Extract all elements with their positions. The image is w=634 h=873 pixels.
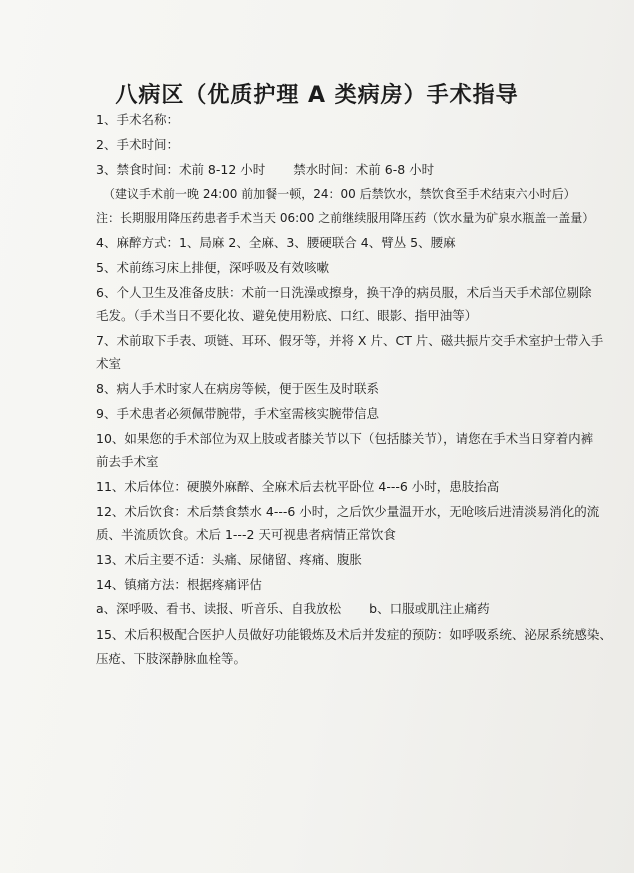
item-15-prevention-line2: 压疮、下肢深静脉血栓等。 bbox=[96, 651, 247, 666]
item-14-option-b: b、口服或肌注止痛药 bbox=[369, 601, 490, 616]
item-7-remove-items-line2: 术室 bbox=[96, 356, 122, 371]
item-3-fasting-time bbox=[96, 162, 434, 178]
hypertension-note: 注：长期服用降压药患者手术当天 06:00 之前继续服用降压药（饮水量为矿泉水瓶盖一盖量） bbox=[96, 211, 595, 225]
item-3-note: （建议手术前一晚 24:00 前加餐一顿，24：00 后禁饮水，禁饮食至手术结束六小时后） bbox=[103, 187, 576, 201]
item-1-surgery-name: 1、手术名称： bbox=[96, 112, 179, 127]
item-9-wristband: 9、手术患者必须佩带腕带，手术室需核实腕带信息 bbox=[96, 406, 379, 421]
item-10-clothing-line2: 前去手术室 bbox=[96, 454, 159, 469]
item-6-hygiene-line2: 毛发。（手术当日不要化妆、避免使用粉底、口红、眼影、指甲油等） bbox=[96, 308, 478, 323]
item-14-options bbox=[96, 601, 490, 617]
item-14-pain-relief: 14、镇痛方法：根据疼痛评估 bbox=[96, 577, 262, 592]
page-title: 八病区（优质护理 A 类病房）手术指导 bbox=[115, 83, 519, 108]
item-15-prevention-line1: 15、术后积极配合医护人员做好功能锻炼及术后并发症的预防：如呼吸系统、泌尿系统感染、 bbox=[96, 627, 612, 642]
item-12-postop-diet-line2: 质、半流质饮食。术后 1---2 天可视患者病情正常饮食 bbox=[96, 527, 396, 542]
item-10-clothing-line1: 10、如果您的手术部位为双上肢或者膝关节以下（包括膝关节），请您在手术当日穿着内裤 bbox=[96, 431, 594, 446]
item-12-postop-diet-line1: 12、术后饮食：术后禁食禁水 4---6 小时，之后饮少量温开水，无呛咳后进清淡易消化的流 bbox=[96, 504, 600, 519]
item-8-family-wait: 8、病人手术时家人在病房等候，便于医生及时联系 bbox=[96, 381, 379, 396]
item-3-food: 3、禁食时间：术前 8-12 小时 bbox=[96, 162, 266, 177]
item-2-surgery-time: 2、手术时间： bbox=[96, 137, 179, 152]
item-6-hygiene-line1: 6、个人卫生及准备皮肤：术前一日洗澡或擦身，换干净的病员服，术后当天手术部位剔除 bbox=[96, 285, 592, 300]
item-7-remove-items-line1: 7、术前取下手表、项链、耳环、假牙等，并将 X 片、CT 片、磁共振片交手术室护士带入手 bbox=[96, 333, 604, 348]
item-13-discomfort: 13、术后主要不适：头痛、尿储留、疼痛、腹胀 bbox=[96, 552, 362, 567]
item-14-option-a: a、深呼吸、看书、读报、听音乐、自我放松 bbox=[96, 601, 342, 616]
item-11-postop-position: 11、术后体位：硬膜外麻醉、全麻术后去枕平卧位 4---6 小时，患肢抬高 bbox=[96, 479, 500, 494]
item-4-anesthesia: 4、麻醉方式：1、局麻 2、全麻、3、腰硬联合 4、臂丛 5、腰麻 bbox=[96, 235, 456, 250]
item-3-water: 禁水时间：术前 6-8 小时 bbox=[293, 162, 435, 177]
item-5-preop-practice: 5、术前练习床上排便，深呼吸及有效咳嗽 bbox=[96, 260, 329, 275]
